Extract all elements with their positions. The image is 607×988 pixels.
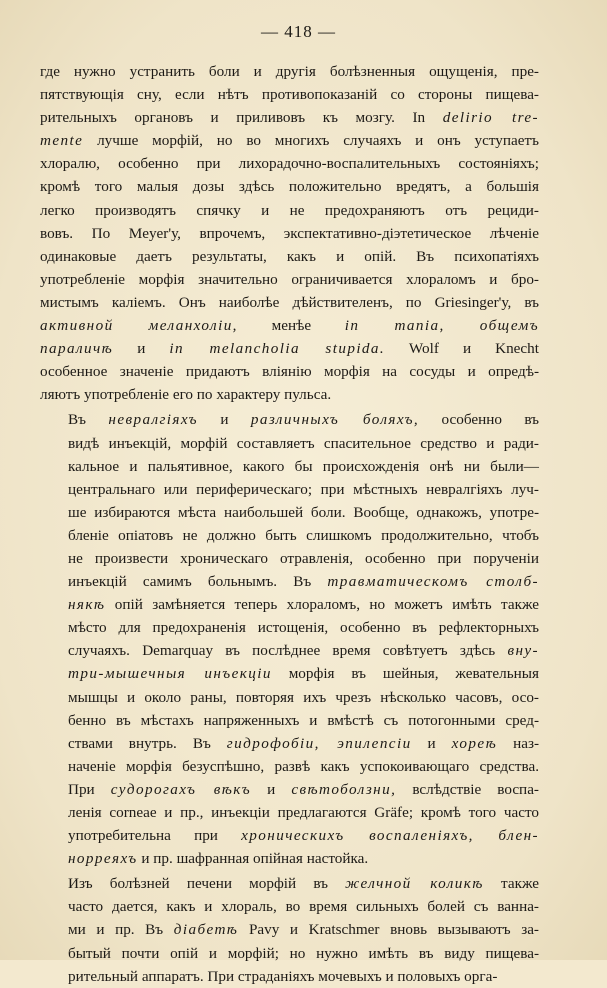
text-line [40, 360, 539, 383]
text-run: центральнаго или периферическаго; при мѣстныхъ невралгіяхъ луч- [68, 480, 539, 498]
text-run: употребительна при [68, 827, 242, 845]
text-run: и [113, 340, 170, 358]
text-run: где нужно устранить боли и другія болѣзненныя ощущенія, пре- [40, 63, 539, 80]
text-line [40, 175, 539, 198]
emphasized-term: хроническихъ воспаленіяхъ, блен- [241, 827, 540, 845]
emphasized-term: травматическомъ столб- [327, 573, 540, 591]
text-run: кальное и пальятивное, какого бы происхожденія онѣ ни были— [68, 457, 539, 475]
paragraph [40, 60, 539, 406]
text-line [40, 616, 539, 639]
text-line [40, 709, 539, 732]
text-line [40, 501, 539, 524]
text-line [40, 129, 539, 152]
text-run: не произвести хроническаго отравленія, особенно при порученіи [68, 549, 539, 567]
text-run: и [197, 411, 251, 429]
text-line [40, 824, 539, 847]
text-line [40, 872, 539, 895]
text-run: легко производятъ спячку и не предохраняютъ отъ рециди- [40, 201, 539, 219]
emphasized-term: in melancholia stupida. [169, 340, 386, 358]
text-line [40, 152, 539, 175]
text-line [40, 755, 539, 778]
emphasized-term: невралгіяхъ [108, 411, 198, 429]
text-line [40, 732, 539, 755]
text-run: лучше морфій, но во многихъ случаяхъ и онъ уступаетъ [83, 132, 539, 150]
text-line [40, 686, 539, 709]
text-run: инъекцій самимъ больнымъ. Въ [68, 573, 328, 591]
text-run: рительныхъ органовъ и приливовъ къ мозгу. In [40, 109, 443, 127]
text-run: бленіе опіатовъ не должно быть слишкомъ продолжительно, чтобъ [68, 526, 539, 544]
text-run: и пр. шафранная опійная настойка. [137, 850, 369, 868]
text-run: ляютъ употребленіе его по характеру пульса. [40, 386, 332, 404]
paragraph [40, 408, 539, 870]
text-line [40, 895, 539, 918]
emphasized-term: някѣ [68, 596, 106, 614]
text-line [40, 432, 539, 455]
text-run: бытый почти опій и морфій; но нужно имѣть въ виду пищева- [68, 944, 539, 962]
text-line [40, 222, 539, 245]
text-run: вовъ. По Meyer'у, впрочемъ, экспектативно-діэтетическое лѣченіе [40, 224, 539, 242]
paragraph [40, 872, 539, 987]
emphasized-term: свѣтоболзни, [291, 780, 397, 798]
text-run: одинаковые даетъ результаты, какъ и опій. Въ психопатіяхъ [40, 247, 539, 265]
text-run: случаяхъ. Demarquay въ послѣднее время совѣтуетъ здѣсь [68, 642, 508, 660]
emphasized-term: delirio tre- [442, 109, 539, 127]
text-line [40, 314, 539, 337]
text-run: мистымъ каліемъ. Онъ наиболѣе дѣйствителенъ, по Griesinger'у, въ [40, 293, 539, 311]
emphasized-term: судорогахъ вѣкъ [110, 780, 252, 798]
text-run: менѣе [237, 317, 345, 335]
text-run: пятствующія сну, если нѣтъ противопоказаній со стороны пищева- [40, 86, 539, 104]
text-run: ми и пр. Въ [68, 921, 174, 939]
text-run: и [411, 734, 452, 752]
text-run: При [68, 780, 111, 798]
text-run: ше избираются мѣста наибольшей боли. Вообще, однакожъ, употре- [68, 503, 539, 521]
text-run: Pavy и Kratschmer вновь вызываютъ за- [238, 921, 539, 939]
text-line [40, 291, 539, 314]
text-run: употребленіе морфія значительно ограничивается хлораломъ и бро- [40, 270, 539, 288]
text-run: рительный аппаратъ. При страданіяхъ мочевыхъ и половыхъ орга- [68, 967, 498, 985]
text-run: часто дается, какъ и хлораль, во время сильныхъ болей съ ванна- [68, 898, 539, 916]
text-line [40, 524, 539, 547]
text-line [40, 60, 539, 83]
text-line [40, 268, 539, 291]
text-line [40, 778, 539, 801]
text-run: хлоралю, особенно при лихорадочно-воспалительныхъ состояніяхъ; [40, 155, 539, 173]
text-line [40, 199, 539, 222]
emphasized-term: вну- [507, 642, 539, 660]
text-line [40, 337, 539, 360]
emphasized-term: активной меланхоліи, [40, 317, 238, 335]
text-line [40, 455, 539, 478]
page-number: — 418 — [261, 22, 336, 41]
emphasized-term: in mania, общемъ [344, 317, 539, 335]
text-line [40, 847, 539, 870]
text-run: особенно въ [419, 411, 539, 429]
text-run: особенное значеніе придаютъ вліянію морфія на сосуды и опредѣ- [40, 363, 539, 381]
text-run: ствами внутрь. Въ [68, 734, 227, 752]
text-line [40, 662, 539, 685]
text-run: морфія въ шейныя, жевательныя [271, 665, 539, 683]
text-line [40, 245, 539, 268]
emphasized-term: норреяхъ [68, 850, 138, 868]
text-run: кромѣ того малыя дозы здѣсь положительно вредятъ, а большія [40, 178, 539, 196]
text-run: Въ [68, 411, 109, 429]
text-line [40, 570, 539, 593]
text-run: наченіе морфія безуспѣшно, развѣ какъ успокоивающаго средства. [68, 757, 539, 775]
text-run: мѣсто для предохраненія истощенія, особенно въ рефлекторныхъ [68, 619, 539, 637]
emphasized-term: параличѣ [40, 340, 114, 358]
emphasized-term: хореѣ [451, 734, 498, 752]
emphasized-term: mente [40, 132, 84, 150]
text-run: мышцы и около раны, повторяя ихъ чрезъ нѣсколько часовъ, осо- [68, 688, 539, 706]
text-line [40, 801, 539, 824]
text-line [40, 593, 539, 616]
text-run: Изъ болѣзней печени морфій въ [68, 875, 346, 893]
text-line [40, 83, 539, 106]
emphasized-term: различныхъ боляхъ, [250, 411, 420, 429]
text-run: видѣ инъекцій, морфій составляетъ спасительное средство и ради- [68, 434, 539, 452]
text-run: опій замѣняется теперь хлораломъ, но можетъ имѣть также [105, 596, 539, 614]
text-run: также [483, 875, 539, 893]
text-run: ленія corneae и пр., инъекціи предлагаются Gräfe; кромѣ того часто [68, 804, 539, 821]
emphasized-term: гидрофобіи, эпилепсіи [226, 734, 412, 752]
emphasized-term: три-мышечныя инъекціи [68, 665, 272, 683]
text-line [40, 942, 539, 965]
text-line [40, 639, 539, 662]
text-line [40, 478, 539, 501]
text-run: бенно въ мѣстахъ напряженныхъ и вмѣстѣ съ потогонными сред- [68, 711, 539, 729]
text-line [40, 547, 539, 570]
text-run: Wolf и Knecht [385, 340, 539, 358]
text-run: наз- [497, 734, 539, 752]
text-line [40, 408, 539, 431]
text-line [40, 383, 539, 406]
text-run: вслѣдствіе воспа- [396, 780, 539, 798]
text-line [40, 918, 539, 941]
emphasized-term: желчной коликѣ [345, 875, 484, 893]
text-line [40, 965, 539, 988]
text-line [40, 106, 539, 129]
text-run: и [251, 780, 292, 798]
emphasized-term: діабетѣ [173, 921, 239, 939]
body-text [40, 60, 539, 988]
